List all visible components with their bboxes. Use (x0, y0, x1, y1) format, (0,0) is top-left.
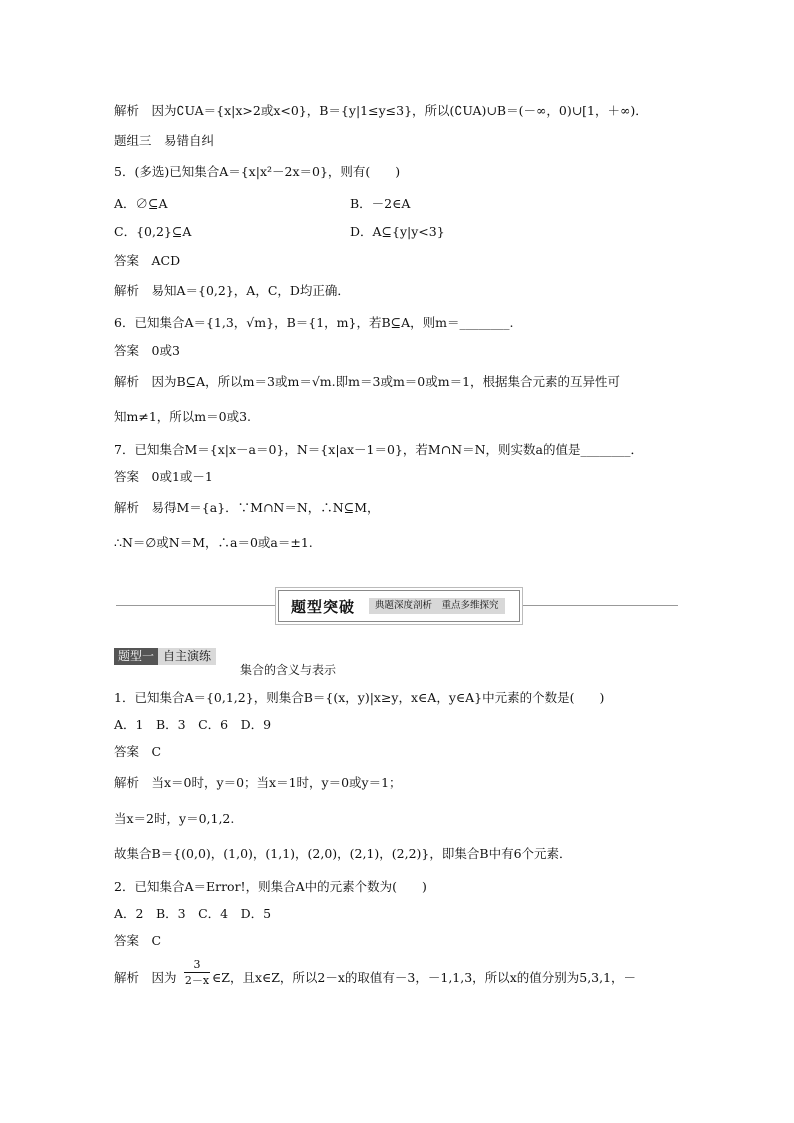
solution-1-line1: 解析 当x＝0时，y＝0；当x＝1时，y＝0或y＝1； (114, 775, 402, 790)
solution-6-line1: 解析 因为B⊆A，所以m＝3或m＝√m.即m＝3或m＝0或m＝1，根据集合元素的互异性可 (114, 374, 621, 389)
option-c: C．{0,2}⊆A (114, 224, 192, 239)
option-b: B．－2∈A (350, 196, 411, 211)
solution-1-line2: 当x＝2时，y＝0,1,2. (114, 811, 235, 826)
type-label-number: 题型一 (114, 648, 158, 665)
answer-6: 答案 0或3 (114, 343, 180, 358)
solution-1-line3: 故集合B＝{(0,0)，(1,0)，(1,1)，(2,0)，(2,1)，(2,2)}，即集合B中有6个元素． (114, 846, 572, 861)
option-d: D．A⊆{y|y<3} (350, 224, 445, 239)
question-5: 5．(多选)已知集合A＝{x|x²－2x＝0}，则有( ) (114, 164, 401, 179)
section-tag: 典题深度剖析 重点多维探究 (369, 598, 505, 614)
option-a: A．∅⊆A (114, 196, 168, 211)
solution-7-line2: ∴N＝∅或N＝M，∴a＝0或a＝±1. (114, 535, 313, 550)
question-2: 2．已知集合A＝Error!，则集合A中的元素个数为( ) (114, 879, 427, 894)
fraction-numerator: 3 (193, 958, 201, 971)
solution-5: 解析 易知A＝{0,2}，A，C，D均正确． (114, 283, 350, 298)
answer-2: 答案 C (114, 933, 162, 948)
question-1: 1．已知集合A＝{0,1,2}，则集合B＝{(x，y)|x≥y，x∈A，y∈A}中元素的个数是( ) (114, 690, 605, 705)
section-title: 题型突破 (291, 598, 356, 616)
fraction-denominator: 2－x (184, 974, 210, 987)
question-6: 6．已知集合A＝{1,3，√m}，B＝{1，m}，若B⊆A，则m＝________. (114, 315, 514, 330)
answer-7: 答案 0或1或－1 (114, 469, 213, 484)
type-label (114, 648, 216, 665)
fraction (184, 958, 210, 987)
solution-6-line2: 知m≠1，所以m＝0或3. (114, 409, 252, 424)
question-2-options: A．2 B．3 C．4 D．5 (114, 906, 272, 921)
divider (522, 605, 678, 606)
group-heading: 题组三 易错自纠 (114, 133, 215, 148)
section-banner (116, 590, 678, 622)
type-label-name: 自主演练 (158, 648, 216, 665)
topic-subheading: 集合的含义与表示 (240, 663, 337, 677)
solution-line: 解析 因为∁UA＝{x|x>2或x<0}，B＝{y|1≤y≤3}，所以(∁UA)∪B＝(－∞，0)∪[1，＋∞)． (114, 103, 648, 118)
solution-7-line1: 解析 易得M＝{a}．∵M∩N＝N，∴N⊆M， (114, 500, 380, 515)
solution-2-prefix: 解析 因为 (114, 970, 177, 985)
fraction-bar (184, 972, 210, 973)
solution-2-text: ∈Z，且x∈Z，所以2－x的取值有－3，－1,1,3，所以x的值分别为5,3,1，－ (212, 970, 637, 985)
question-7: 7．已知集合M＝{x|x－a＝0}，N＝{x|ax－1＝0}，若M∩N＝N，则实数a的值是________． (114, 442, 643, 457)
section-box (278, 590, 520, 622)
answer-5: 答案 ACD (114, 253, 181, 268)
answer-1: 答案 C (114, 744, 162, 759)
divider (116, 605, 276, 606)
question-1-options: A．1 B．3 C．6 D．9 (114, 717, 272, 732)
